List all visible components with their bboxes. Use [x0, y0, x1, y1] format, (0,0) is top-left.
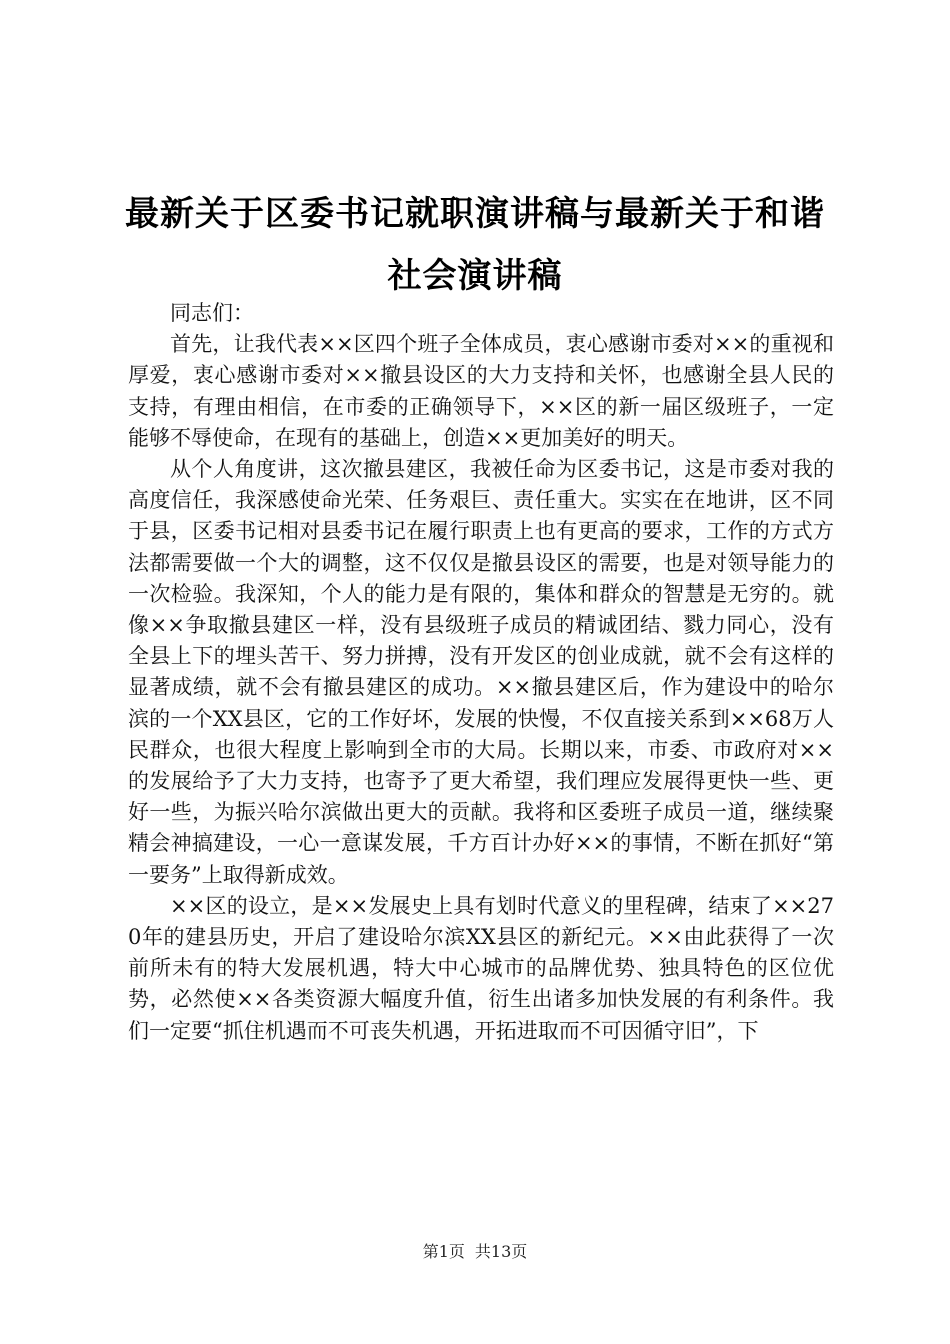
page-number: 第1页	[422, 1242, 465, 1261]
page-total: 共13页	[474, 1242, 528, 1261]
paragraph-3: ××区的设立，是××发展史上具有划时代意义的里程碑，结束了××270年的建县历史，开启了建设哈尔滨XX县区的新纪元。××由此获得了一次前所未有的特大发展机遇，特大中心城市的品牌优势、独具特色的区位优势，必然使××各类资源大幅度升值，衍生出诸多加快发展的有利条件。我们一定要“抓住机遇而不可丧失机遇，开拓进取而不可因循守旧”，下	[128, 893, 834, 1043]
paragraph-2: 从个人角度讲，这次撤县建区，我被任命为区委书记，这是市委对我的高度信任，我深感使命光荣、任务艰巨、责任重大。实实在在地讲，区不同于县，区委书记相对县委书记在履行职责上也有更高的要求，工作的方式方法都需要做一个大的调整，这不仅仅是撤县设区的需要，也是对领导能力的一次检验。我深知，个人的能力是有限的，集体和群众的智慧是无穷的。就像××争取撤县建区一样，没有县级班子成员的精诚团结、戮力同心，没有全县上下的埋头苦干、努力拼搏，没有开发区的创业成就，就不会有这样的显著成绩，就不会有撤县建区的成功。××撤县建区后，作为建设中的哈尔滨的一个XX县区，它的工作好坏，发展的快慢，不仅直接关系到××68万人民群众，也很大程度上影响到全市的大局。长期以来，市委、市政府对××的发展给予了大力支持，也寄予了更大希望，我们理应发展得更快一些、更好一些，为振兴哈尔滨做出更大的贡献。我将和区委班子成员一道，继续聚精会神搞建设，一心一意谋发展，千方百计办好××的事情，不断在抓好“第一要务”上取得新成效。	[128, 457, 834, 887]
salutation: 同志们：	[170, 301, 254, 325]
title-line-1: 最新关于区委书记就职演讲稿与最新关于和谐	[125, 194, 825, 234]
page-footer	[0, 1242, 950, 1262]
title-line-2: 社会演讲稿	[387, 256, 563, 296]
paragraph-1: 首先，让我代表××区四个班子全体成员，衷心感谢市委对××的重视和厚爱，衷心感谢市委对××撤县设区的大力支持和关怀，也感谢全县人民的支持，有理由相信，在市委的正确领导下，××区的新一届区级班子，一定能够不辱使命，在现有的基础上，创造××更加美好的明天。	[128, 332, 834, 450]
document-body	[128, 298, 834, 1047]
document-title	[120, 183, 830, 307]
